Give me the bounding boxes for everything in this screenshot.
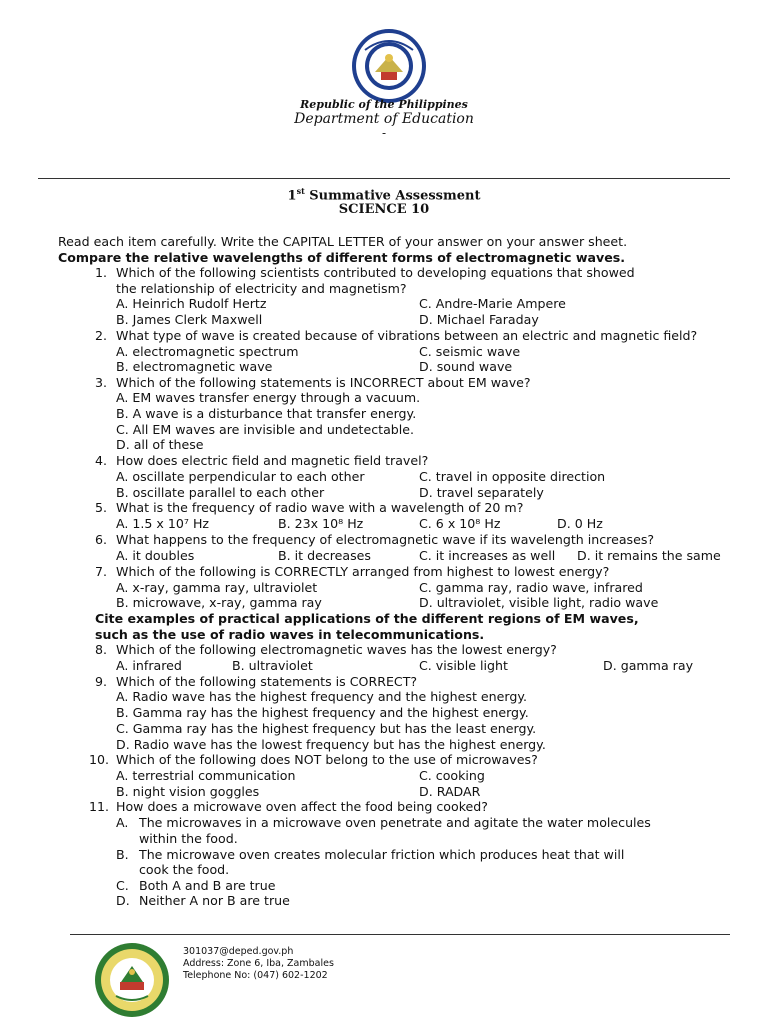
q9-choice-c: C. Gamma ray has the highest frequency but has the least energy. [116, 721, 537, 736]
q2-choice-c: C. seismic wave [419, 344, 521, 359]
q7-choice-a: A. x-ray, gamma ray, ultraviolet [116, 580, 318, 595]
q11-choice-d: Neither A nor B are true [139, 893, 290, 908]
q6-choice-b: B. it decreases [278, 548, 371, 563]
q9-choice-d: D. Radio wave has the lowest frequency but has the highest energy. [116, 737, 546, 752]
title-text: Summative Assessment [304, 188, 481, 204]
footer-address: Address: Zone 6, Iba, Zambales [183, 958, 334, 969]
q11-choice-b-letter: B. [116, 847, 129, 862]
q11-choice-a-letter: A. [116, 815, 129, 830]
q8-choice-a: A. infrared [116, 658, 182, 673]
q4-choice-d: D. travel separately [419, 485, 544, 500]
footer-telephone: Telephone No: (047) 602-1202 [183, 970, 328, 981]
q5-choice-a: A. 1.5 x 10⁷ Hz [116, 516, 210, 531]
q4-text: How does electric field and magnetic field travel? [116, 453, 429, 468]
q9-number: 9. [95, 674, 108, 689]
q10-text: Which of the following does NOT belong to the use of microwaves? [116, 752, 538, 767]
q1-text-line1: Which of the following scientists contributed to developing equations that showed [116, 265, 635, 280]
deped-seal-logo [351, 28, 427, 104]
q11-choice-b-line2: cook the food. [139, 862, 230, 877]
q4-choice-b: B. oscillate parallel to each other [116, 485, 325, 500]
q2-choice-d: D. sound wave [419, 359, 513, 374]
q8-choice-d: D. gamma ray [603, 658, 694, 673]
q6-number: 6. [95, 532, 108, 547]
q1-choice-d: D. Michael Faraday [419, 312, 539, 327]
title-ordinal: 1 [287, 188, 297, 204]
q1-number: 1. [95, 265, 108, 280]
q8-choice-b: B. ultraviolet [232, 658, 313, 673]
q11-choice-c: Both A and B are true [139, 878, 276, 893]
q7-choice-c: C. gamma ray, radio wave, infrared [419, 580, 643, 595]
q2-number: 2. [95, 328, 108, 343]
q3-choice-a: A. EM waves transfer energy through a vacuum. [116, 390, 421, 405]
q11-choice-c-letter: C. [116, 878, 129, 893]
q3-choice-d: D. all of these [116, 437, 204, 452]
q11-choice-d-letter: D. [116, 893, 130, 908]
q1-choice-a: A. Heinrich Rudolf Hertz [116, 296, 267, 311]
assessment-title [0, 186, 768, 203]
q7-choice-d: D. ultraviolet, visible light, radio wave [419, 595, 659, 610]
department-header: Department of Education [294, 111, 474, 127]
q4-choice-c: C. travel in opposite direction [419, 469, 606, 484]
q8-choice-c: C. visible light [419, 658, 508, 673]
q5-choice-d: D. 0 Hz [557, 516, 603, 531]
school-seal-logo [94, 942, 170, 1018]
section-heading-1: Compare the relative wavelengths of different forms of electromagnetic waves. [58, 250, 626, 265]
q3-choice-c: C. All EM waves are invisible and undetectable. [116, 422, 415, 437]
q9-choice-a: A. Radio wave has the highest frequency and the highest energy. [116, 689, 527, 704]
q11-choice-a-line2: within the food. [139, 831, 238, 846]
q10-number: 10. [89, 752, 110, 767]
q10-choice-a: A. terrestrial communication [116, 768, 296, 783]
q9-text: Which of the following statements is CORRECT? [116, 674, 418, 689]
q3-choice-b: B. A wave is a disturbance that transfer energy. [116, 406, 417, 421]
q5-text: What is the frequency of radio wave with a wavelength of 20 m? [116, 500, 524, 515]
q5-choice-c: C. 6 x 10⁸ Hz [419, 516, 501, 531]
title-ordinal-suffix: st [296, 186, 305, 196]
q10-choice-b: B. night vision goggles [116, 784, 260, 799]
q5-number: 5. [95, 500, 108, 515]
q10-choice-c: C. cooking [419, 768, 485, 783]
header-divider [38, 178, 730, 179]
footer-divider [70, 934, 730, 935]
q6-text: What happens to the frequency of electromagnetic wave if its wavelength increases? [116, 532, 655, 547]
q11-choice-b-line1: The microwave oven creates molecular friction which produces heat that will [139, 847, 625, 862]
section-heading-2-line2: such as the use of radio waves in telecommunications. [95, 627, 485, 642]
q7-text: Which of the following is CORRECTLY arranged from highest to lowest energy? [116, 564, 610, 579]
q8-text: Which of the following electromagnetic waves has the lowest energy? [116, 642, 557, 657]
q11-choice-a-line1: The microwaves in a microwave oven penetrate and agitate the water molecules [139, 815, 651, 830]
q3-text: Which of the following statements is INCORRECT about EM wave? [116, 375, 531, 390]
q1-choice-c: C. Andre-Marie Ampere [419, 296, 566, 311]
q3-number: 3. [95, 375, 108, 390]
q11-number: 11. [89, 799, 110, 814]
q2-choice-b: B. electromagnetic wave [116, 359, 273, 374]
q4-choice-a: A. oscillate perpendicular to each other [116, 469, 365, 484]
q7-number: 7. [95, 564, 108, 579]
q6-choice-a: A. it doubles [116, 548, 195, 563]
header-dash: - [381, 126, 387, 140]
q10-choice-d: D. RADAR [419, 784, 481, 799]
q1-text-line2: the relationship of electricity and magnetism? [116, 281, 407, 296]
section-heading-2-line1: Cite examples of practical applications of the different regions of EM waves, [95, 611, 639, 626]
q8-number: 8. [95, 642, 108, 657]
q4-number: 4. [95, 453, 108, 468]
instructions: Read each item carefully. Write the CAPITAL LETTER of your answer on your answer sheet. [58, 234, 628, 249]
q11-text: How does a microwave oven affect the food being cooked? [116, 799, 488, 814]
q5-choice-b: B. 23x 10⁸ Hz [278, 516, 364, 531]
q6-choice-c: C. it increases as well [419, 548, 556, 563]
republic-header: Republic of the Philippines [300, 98, 468, 111]
q9-choice-b: B. Gamma ray has the highest frequency and the highest energy. [116, 705, 529, 720]
footer-email: 301037@deped.gov.ph [183, 946, 294, 957]
q7-choice-b: B. microwave, x-ray, gamma ray [116, 595, 322, 610]
q1-choice-b: B. James Clerk Maxwell [116, 312, 263, 327]
q2-choice-a: A. electromagnetic spectrum [116, 344, 299, 359]
subject-title: SCIENCE 10 [338, 202, 430, 217]
q2-text: What type of wave is created because of vibrations between an electric and magnetic field? [116, 328, 698, 343]
q6-choice-d: D. it remains the same [577, 548, 721, 563]
